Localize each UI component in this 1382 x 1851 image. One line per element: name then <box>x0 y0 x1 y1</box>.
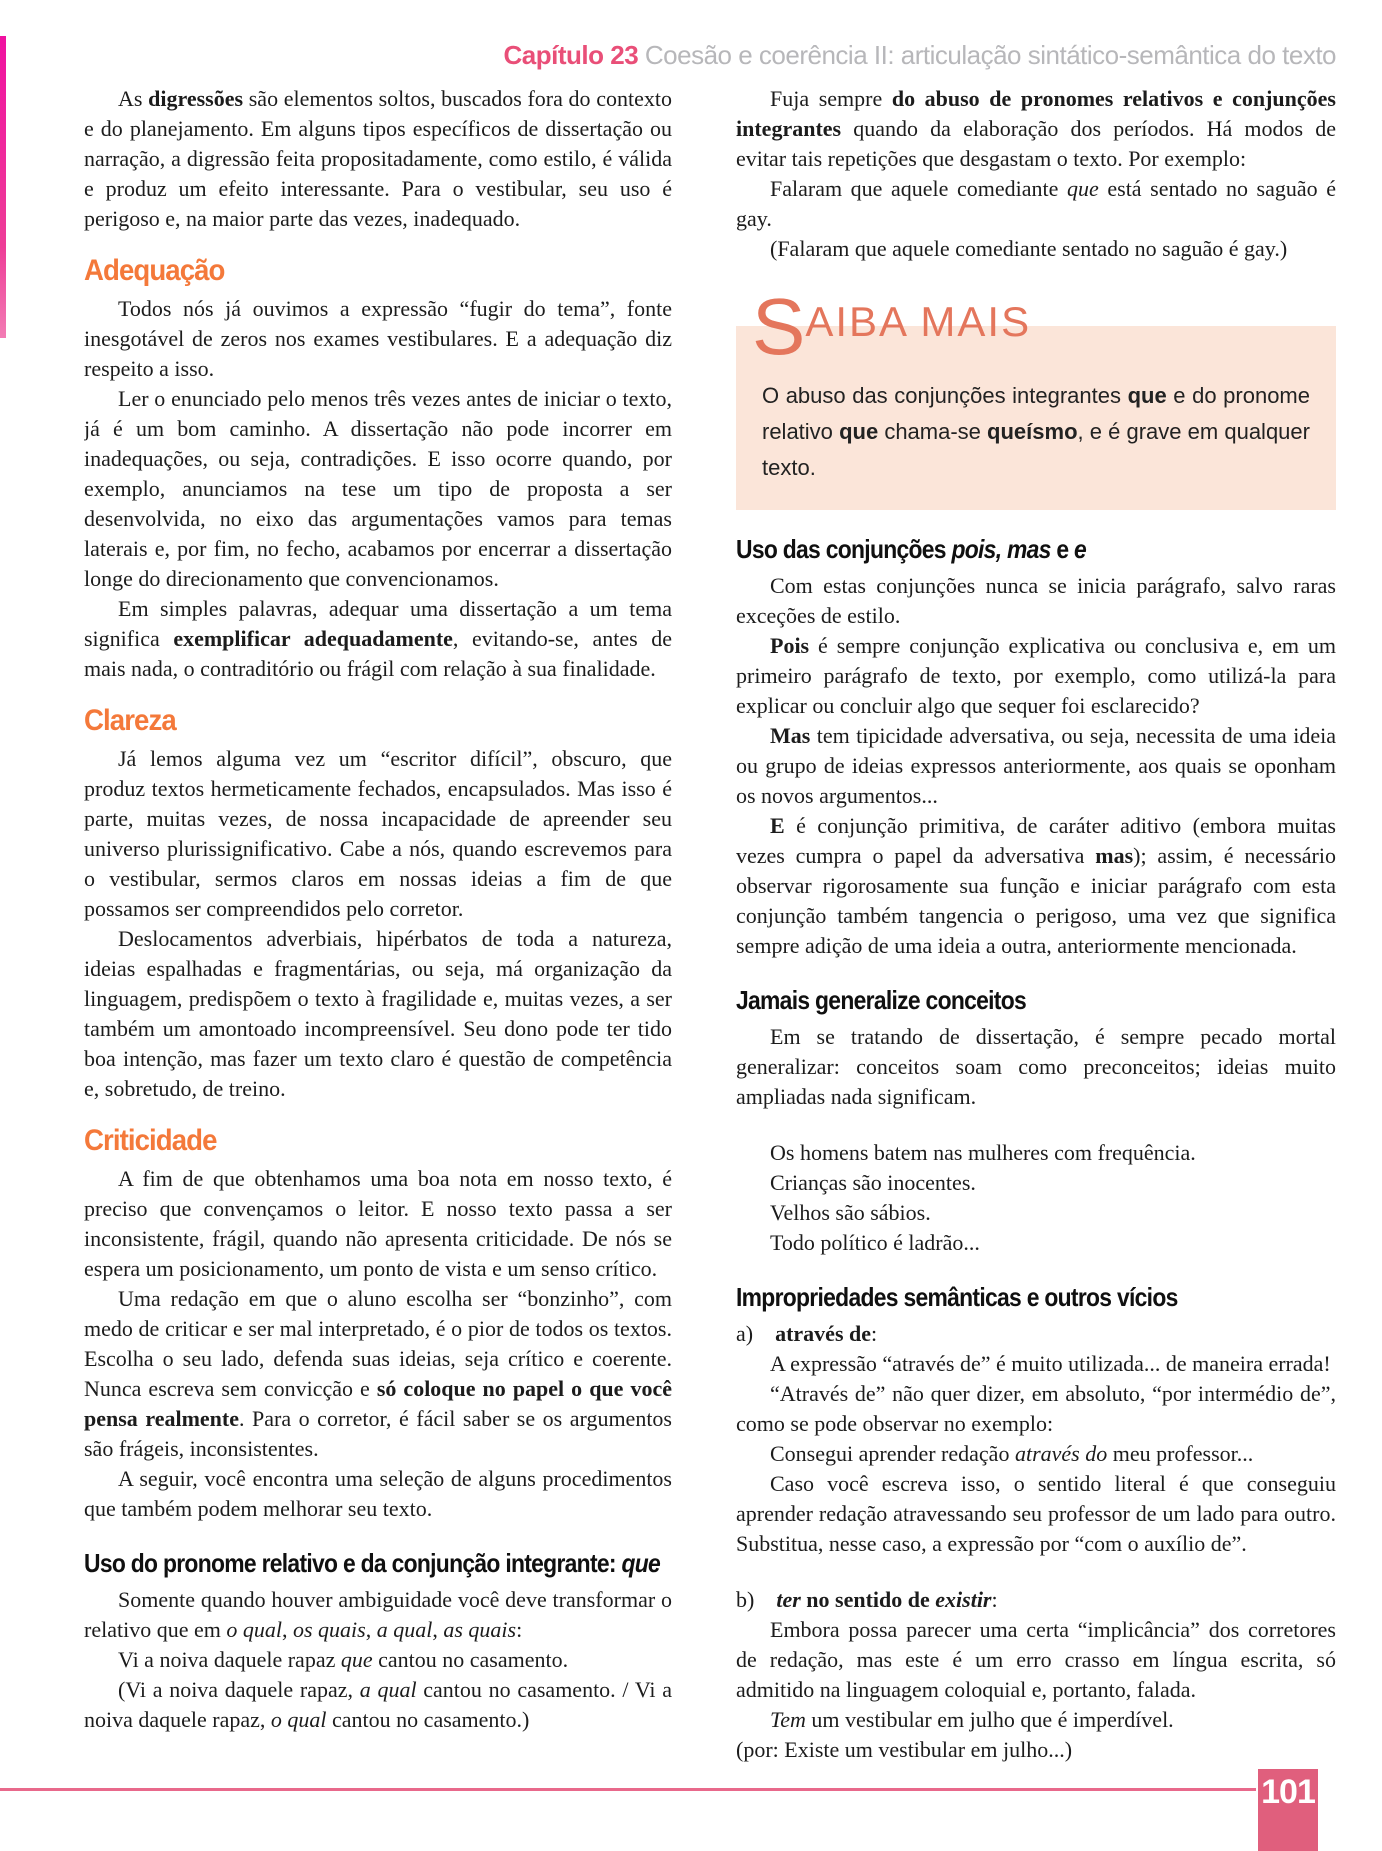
paragraph-exemplo-comediante-correcao: (Falaram que aquele comediante sentado no saguão é gay.) <box>770 236 1288 261</box>
paragraph-digressoes: As digressões são elementos soltos, buscados fora do contexto e do planejamento. Em alguns tipos específicos de dissertação ou narração, a digressão feita propositadamente, como estilo, é válida e produz um efeito interessante. Para o vestibular, seu uso é perigoso e, na maior parte das vezes, inadequado. <box>84 86 672 231</box>
paragraph-pois: Pois é sempre conjunção explicativa ou conclusiva e, em um primeiro parágrafo de texto, por exemplo, como utilizá-la para explicar ou concluir algo que sequer foi esclarecido? <box>736 633 1336 718</box>
paragraph-implicancia: Embora possa parecer uma certa “implicância” dos corretores de redação, mas este é um erro crasso em língua escrita, só admitido na linguagem coloquial e, portanto, falada. <box>736 1617 1336 1702</box>
right-column-intro <box>736 84 1336 264</box>
paragraph-conjuncoes-intro: Com estas conjunções nunca se inicia parágrafo, salvo raras exceções de estilo. <box>736 573 1336 628</box>
heading-conjuncoes: Uso das conjunções pois, mas e e <box>736 534 1087 564</box>
paragraph-escritor-dificil: Já lemos alguma vez um “escritor difícil”, obscuro, que produz textos hermeticamente fechados, encapsulados. Mas isso é parte, muitas vezes, de nossa incapacidade de apreender seu universo plurissignificativo. Cabe a nós, quando escrevemos para o vestibular, sermos claros em nossas ideias a fim de que possamos ser compreendidos pelo corretor. <box>84 746 672 921</box>
saiba-mais-title <box>752 282 1032 371</box>
paragraph-exemplo-noiva: Vi a noiva daquele rapaz que cantou no casamento. <box>118 1647 569 1672</box>
chapter-label: Capítulo 23 <box>503 40 639 70</box>
paragraph-somente-ambiguidade: Somente quando houver ambiguidade você deve transformar o relativo que em o qual, os quais, a qual, as quais: <box>84 1587 672 1642</box>
paragraph-exemplo-professor: Consegui aprender redação através do meu professor... <box>770 1441 1254 1466</box>
heading-pronome-relativo: Uso do pronome relativo e da conjunção integrante: que <box>84 1548 661 1578</box>
heading-adequacao: Adequação <box>84 254 225 287</box>
paragraph-exemplo-comediante: Falaram que aquele comediante que está sentado no saguão é gay. <box>736 176 1336 231</box>
paragraph-bonzinho: Uma redação em que o aluno escolha ser “bonzinho”, com medo de criticar e ser mal interpretado, é o pior de todos os textos. Escolha o seu lado, defenda suas ideias, seja crítico e coerente. Nunca escreva sem convicção e só coloque no papel o que você pensa realmente. Para o corretor, é fácil saber se os argumentos são frágeis, inconsistentes. <box>84 1286 672 1461</box>
item-b-ter-existir: b) ter no sentido de existir: <box>736 1587 998 1612</box>
example-line-velhos: Velhos são sábios. <box>770 1200 931 1225</box>
page-edge-bar <box>0 36 6 338</box>
chapter-title: Coesão e coerência II: articulação sintático-semântica do texto <box>638 40 1336 70</box>
saiba-mais-initial: S <box>752 282 806 371</box>
heading-impropriedades: Impropriedades semânticas e outros vícios <box>736 1282 1178 1312</box>
page-number: 101 <box>1261 1773 1315 1811</box>
item-a-atraves-de: a) através de: <box>736 1321 878 1346</box>
paragraph-ler-enunciado: Ler o enunciado pelo menos três vezes antes de iniciar o texto, já é um bom caminho. A dissertação não pode incorrer em inadequações, ou seja, contradições. E isso ocorre quando, por exemplo, anunciamos na tese um tipo de proposta a ser desenvolvida, no eixo das argumentações vamos para temas laterais e, por fim, no fecho, acabamos por encerrar a dissertação longe do direcionamento que convencionamos. <box>84 386 672 591</box>
example-line-criancas: Crianças são inocentes. <box>770 1170 976 1195</box>
chapter-header <box>84 40 1336 71</box>
paragraph-exemplo-vestibular: Tem um vestibular em julho que é imperdível. <box>770 1707 1174 1732</box>
paragraph-a-seguir: A seguir, você encontra uma seleção de alguns procedimentos que também podem melhorar seu texto. <box>84 1466 672 1521</box>
heading-jamais-generalize: Jamais generalize conceitos <box>736 985 1027 1015</box>
footer-rule <box>0 1788 1256 1791</box>
saiba-mais-box <box>736 282 1336 510</box>
paragraph-fuja-abuso: Fuja sempre do abuso de pronomes relativos e conjunções integrantes quando da elaboração dos períodos. Há modos de evitar tais repetições que desgastam o texto. Por exemplo: <box>736 86 1336 171</box>
paragraph-atraves-significado: “Através de” não quer dizer, em absoluto, “por intermédio de”, como se pode observar no exemplo: <box>736 1381 1336 1436</box>
right-column <box>736 84 1336 1784</box>
paragraph-sentido-literal: Caso você escreva isso, o sentido literal é que conseguiu aprender redação atravessando seu professor de um lado para outro. Substitua, nesse caso, a expressão por “com o auxílio de”. <box>736 1471 1336 1556</box>
paragraph-pecado-mortal: Em se tratando de dissertação, é sempre pecado mortal generalizar: conceitos soam como preconceitos; ideias muito ampliadas nada significam. <box>736 1024 1336 1109</box>
paragraph-boa-nota: A fim de que obtenhamos uma boa nota em nosso texto, é preciso que convençamos o leitor. E nosso texto passa a ser inconsistente, frágil, quando não apresenta criticidade. De nós se espera um posicionamento, um ponto de vista e um senso crítico. <box>84 1166 672 1281</box>
heading-criticidade: Criticidade <box>84 1124 217 1157</box>
paragraph-exemplo-noiva-correcao: (Vi a noiva daquele rapaz, a qual cantou no casamento. / Vi a noiva daquele rapaz, o qual cantou no casamento.) <box>84 1677 672 1732</box>
paragraph-mas: Mas tem tipicidade adversativa, ou seja, necessita de uma ideia ou grupo de ideias expressos anteriormente, aos quais se oponham os novos argumentos... <box>736 723 1336 808</box>
page-number-tab <box>1258 1769 1318 1851</box>
paragraph-em-simples-palavras: Em simples palavras, adequar uma dissertação a um tema significa exemplificar adequadamente, evitando-se, antes de mais nada, o contraditório ou frágil com relação à sua finalidade. <box>84 596 672 681</box>
paragraph-deslocamentos: Deslocamentos adverbiais, hipérbatos de toda a natureza, ideias espalhadas e fragmentárias, ou seja, má organização da linguagem, predispõem o texto à fragilidade e, muitas vezes, a ser também um amontoado incompreensível. Seu dono pode ter tido boa intenção, mas fazer um texto claro é questão de competência e, sobretudo, de treino. <box>84 926 672 1101</box>
example-line-homens: Os homens batem nas mulheres com frequência. <box>770 1140 1196 1165</box>
paragraph-fugir-do-tema: Todos nós já ouvimos a expressão “fugir do tema”, fonte inesgotável de zeros nos exames vestibulares. E a adequação diz respeito a isso. <box>84 296 672 381</box>
paragraph-atraves-utilizada: A expressão “através de” é muito utilizada... de maneira errada! <box>770 1351 1331 1376</box>
example-line-politico: Todo político é ladrão... <box>770 1230 980 1255</box>
saiba-mais-body: O abuso das conjunções integrantes que e do pronome relativo que chama-se queísmo, e é grave em qualquer texto. <box>762 383 1310 480</box>
right-column-rest <box>736 534 1336 1765</box>
heading-clareza: Clareza <box>84 704 176 737</box>
saiba-mais-title-rest: AIBA MAIS <box>805 298 1032 345</box>
paragraph-exemplo-vestibular-correcao: (por: Existe um vestibular em julho...) <box>736 1737 1073 1762</box>
left-column <box>84 84 672 1784</box>
paragraph-e: E é conjunção primitiva, de caráter aditivo (embora muitas vezes cumpra o papel da adversativa mas); assim, é necessário observar rigorosamente sua função e iniciar parágrafo com esta conjunção também tangencia o perigoso, uma vez que significa sempre adição de uma ideia a outra, anteriormente mencionada. <box>736 813 1336 958</box>
